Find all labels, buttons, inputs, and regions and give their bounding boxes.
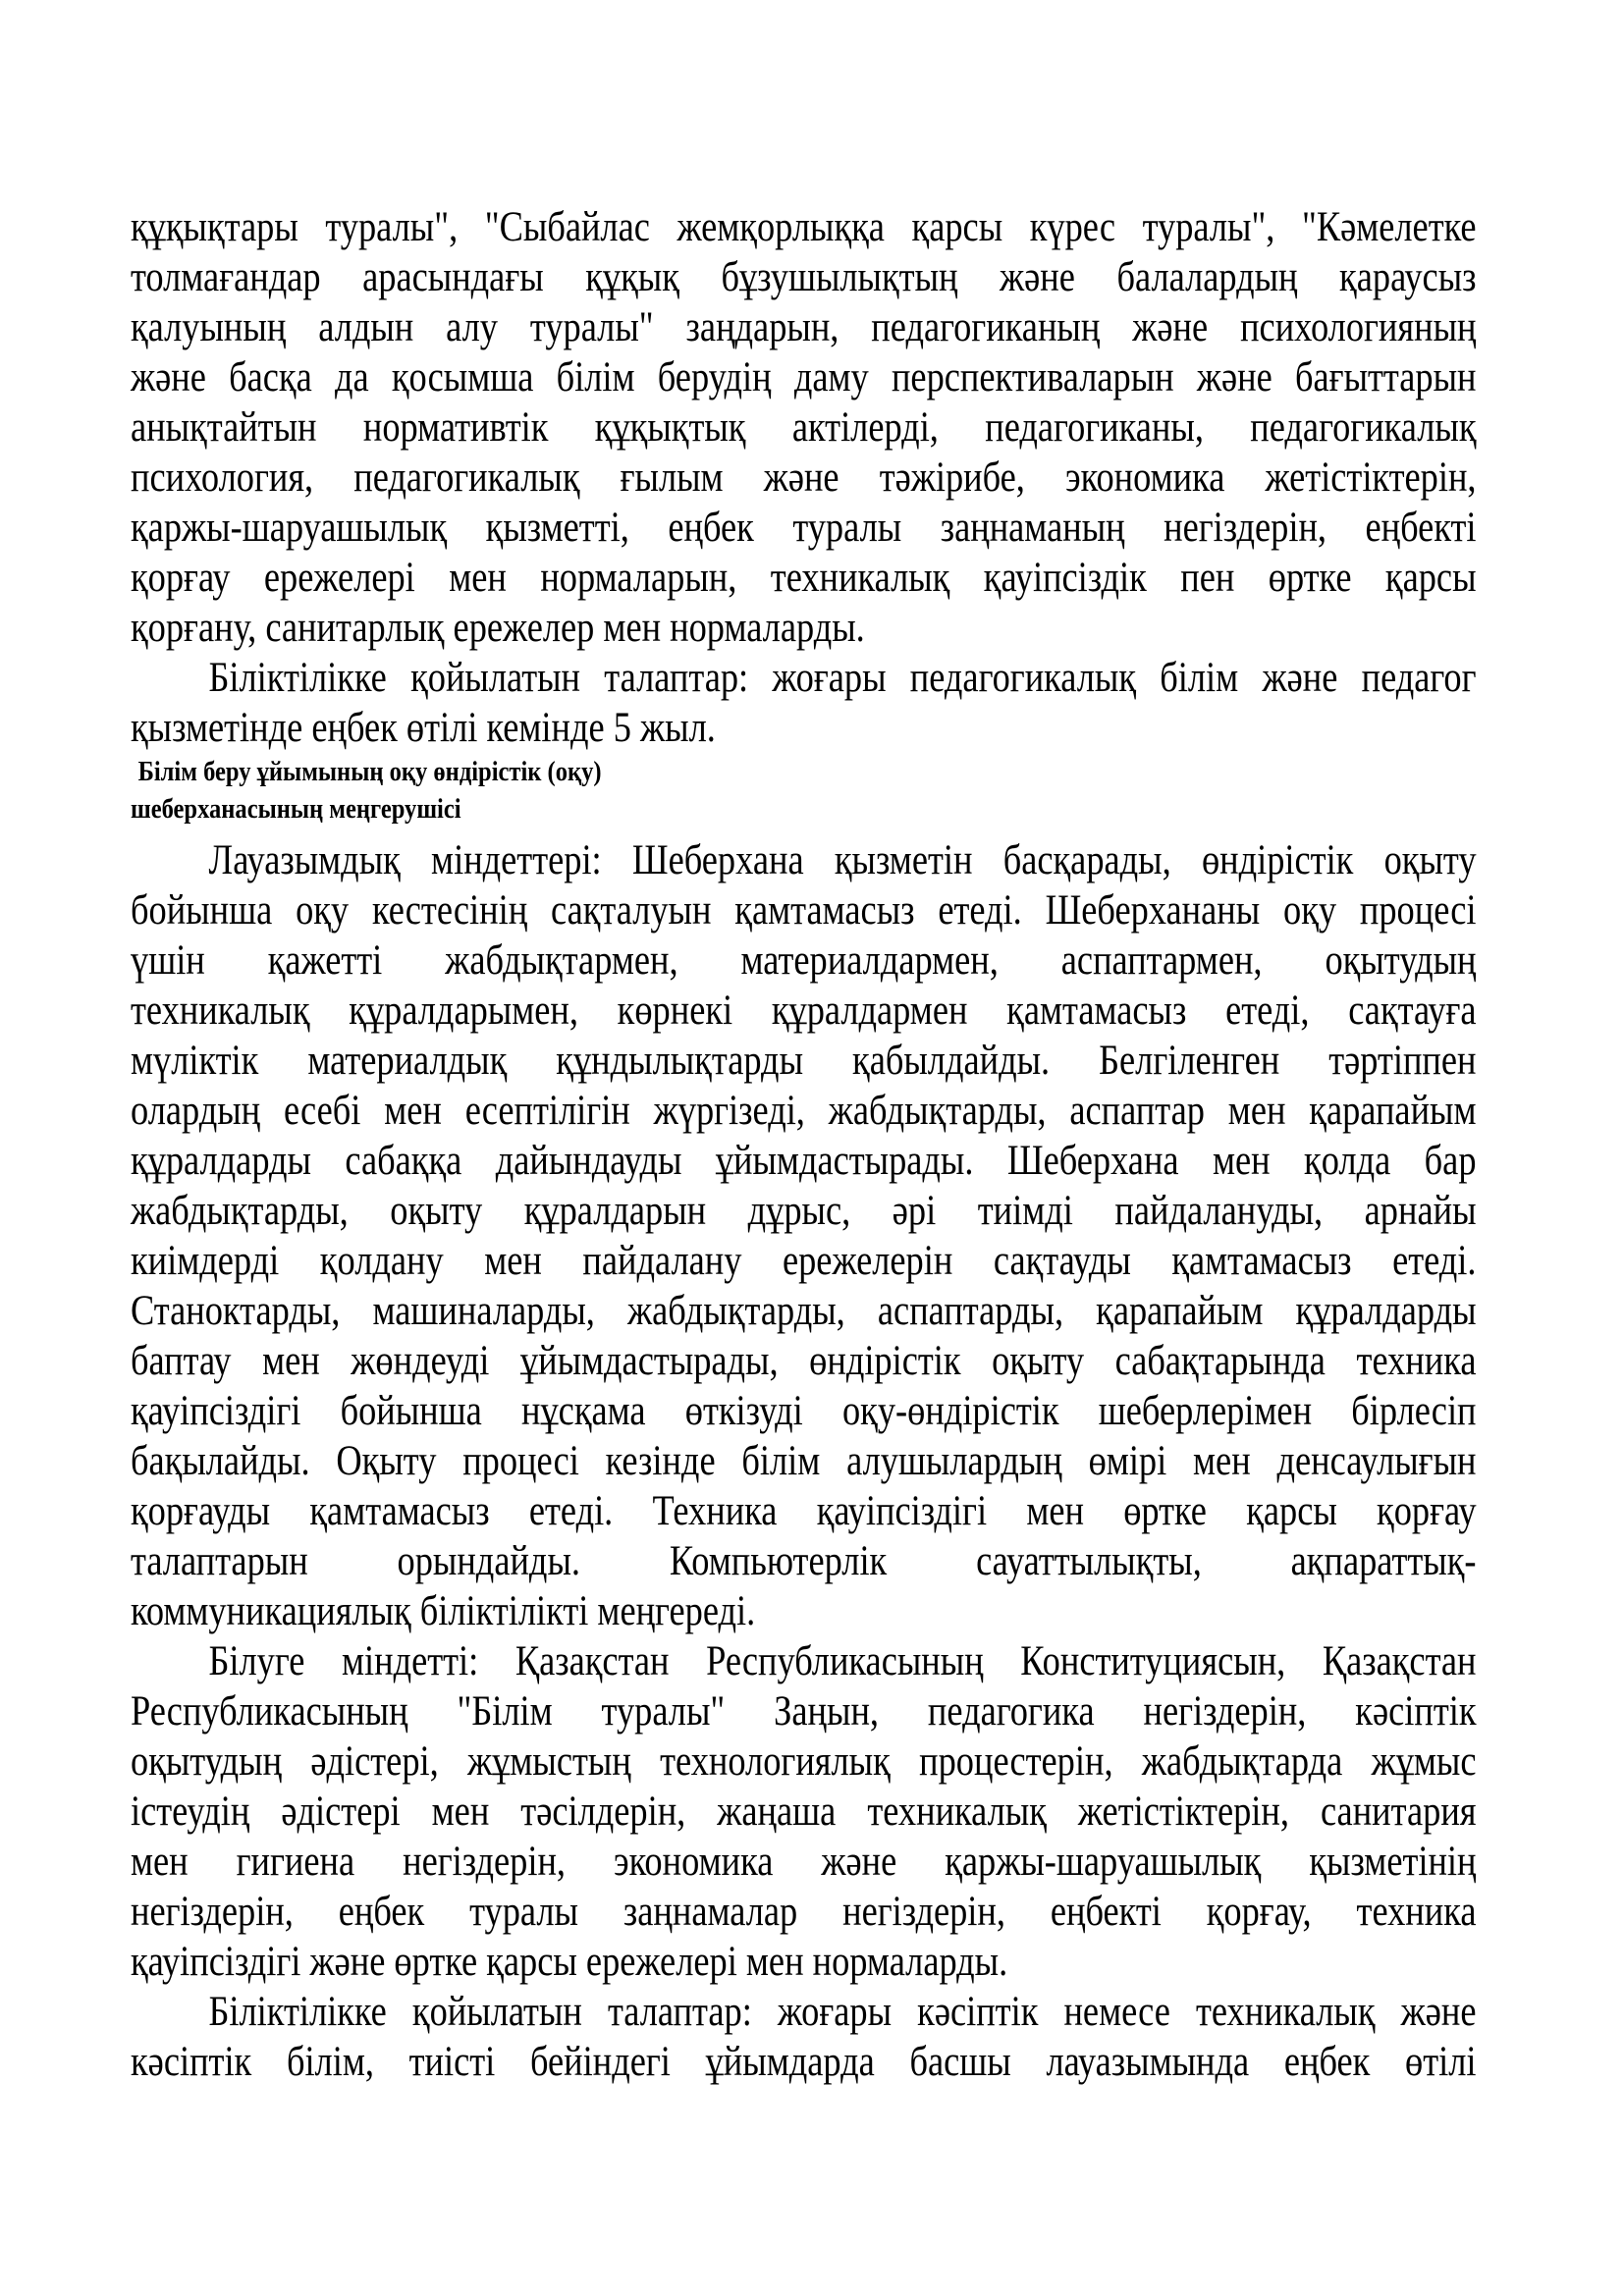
text-line: істеудің әдістері мен тәсілдерін, жаңаша техникалық жетістіктерін, санитария [131,1789,1477,1835]
paragraph [131,202,1477,653]
paragraph [131,1636,1477,1987]
text-line: қорғау ережелері мен нормаларын, техникалық қауіпсіздік пен өртке қарсы [131,555,1477,601]
text-line: құралдарды сабаққа дайындауды ұйымдастырады. Шеберхана мен қолда бар [131,1138,1477,1184]
text-line: құқықтары туралы", "Сыбайлас жемқорлыққа қарсы күрес туралы", "Кәмелетке [131,204,1477,250]
text-line: қызметінде еңбек өтілі кемінде 5 жыл. [131,705,716,751]
document-content [131,202,1477,2087]
text-line: бойынша оқу кестесінің сақталуын қамтамасыз етеді. Шеберхананы оқу процесі [131,887,1477,934]
text-line: мүліктік материалдық құндылықтарды қабылдайды. Белгіленген тәртіппен [131,1038,1477,1084]
text-line: қауіпсіздігі бойынша нұсқама өткізуді оқу-өндірістік шеберлерімен бірлесіп [131,1388,1477,1434]
text-line: кәсіптік білім, тиісті бейіндегі ұйымдарда басшы лауазымында еңбек өтілі [131,2039,1477,2085]
text-line: Лауазымдық міндеттері: Шеберхана қызметін басқарады, өндірістік оқыту [208,837,1477,883]
text-line: коммуникациялық біліктілікті меңгереді. [131,1588,756,1634]
text-line: техникалық құралдарымен, көрнекі құралдармен қамтамасыз етеді, сақтауға [131,988,1477,1034]
text-line: толмағандар арасындағы құқық бұзушылықтың және балалардың қараусыз [131,254,1477,300]
text-line: жабдықтарды, оқыту құралдарын дұрыс, әрі тиімді пайдалануды, арнайы [131,1188,1477,1234]
text-line: Республикасының "Білім туралы" Заңын, педагогика негіздерін, кәсіптік [131,1688,1477,1735]
paragraph [131,653,1477,753]
text-line: қорғану, санитарлық ережелер мен нормаларды. [131,605,865,651]
text-line: қауіпсіздігі және өртке қарсы ережелері мен нормаларды. [131,1939,1008,1985]
text-line: Біліктілікке қойылатын талаптар: жоғары педагогикалық білім және педагог [208,655,1477,701]
paragraph [131,1987,1477,2087]
text-line: және басқа да қосымша білім берудің даму перспективаларын және бағыттарын [131,354,1477,400]
text-line: анықтайтын нормативтік құқықтық актілерді, педагогиканы, педагогикалық [131,404,1477,451]
text-line: қорғауды қамтамасыз етеді. Техника қауіпсіздігі мен өртке қарсы қорғау [131,1488,1477,1534]
text-line: бақылайды. Оқыту процесі кезінде білім алушылардың өмірі мен денсаулығын [131,1438,1477,1484]
text-line: мен гигиена негіздерін, экономика және қаржы-шаруашылық қызметінің [131,1839,1477,1885]
text-line: шеберханасының меңгерушісі [131,793,461,825]
text-line: Білуге міндетті: Қазақстан Республикасының Конституциясын, Қазақстан [208,1638,1477,1684]
text-line: талаптарын орындайды. Компьютерлік сауаттылықты, ақпараттық- [131,1538,1477,1584]
text-line: Біліктілікке қойылатын талаптар: жоғары кәсіптік немесе техникалық және [208,1989,1477,2035]
text-line: олардың есебі мен есептілігін жүргізеді, жабдықтарды, аспаптар мен қарапайым [131,1088,1477,1134]
text-line: қалуының алдын алу туралы" заңдарын, педагогиканың және психологияның [131,304,1477,350]
text-line: киімдерді қолдану мен пайдалану ережелерін сақтауды қамтамасыз етеді. [131,1238,1477,1284]
text-line: қаржы-шаруашылық қызметті, еңбек туралы заңнаманың негіздерін, еңбекті [131,505,1477,551]
text-line: Білім беру ұйымының оқу өндірістік (оқу) [137,756,602,787]
section-heading [131,753,1477,828]
text-line: психология, педагогикалық ғылым және тәжірибе, экономика жетістіктерін, [131,454,1477,501]
text-line: негіздерін, еңбек туралы заңнамалар негіздерін, еңбекті қорғау, техника [131,1889,1477,1935]
text-line: Станоктарды, машиналарды, жабдықтарды, аспаптарды, қарапайым құралдарды [131,1288,1477,1334]
text-line: оқытудың әдістері, жұмыстың технологиялық процестерін, жабдықтарда жұмыс [131,1738,1477,1785]
text-line: баптау мен жөндеуді ұйымдастырады, өндірістік оқыту сабақтарында техника [131,1338,1477,1384]
text-line: үшін қажетті жабдықтармен, материалдармен, аспаптармен, оқытудың [131,937,1477,984]
paragraph [131,835,1477,1636]
